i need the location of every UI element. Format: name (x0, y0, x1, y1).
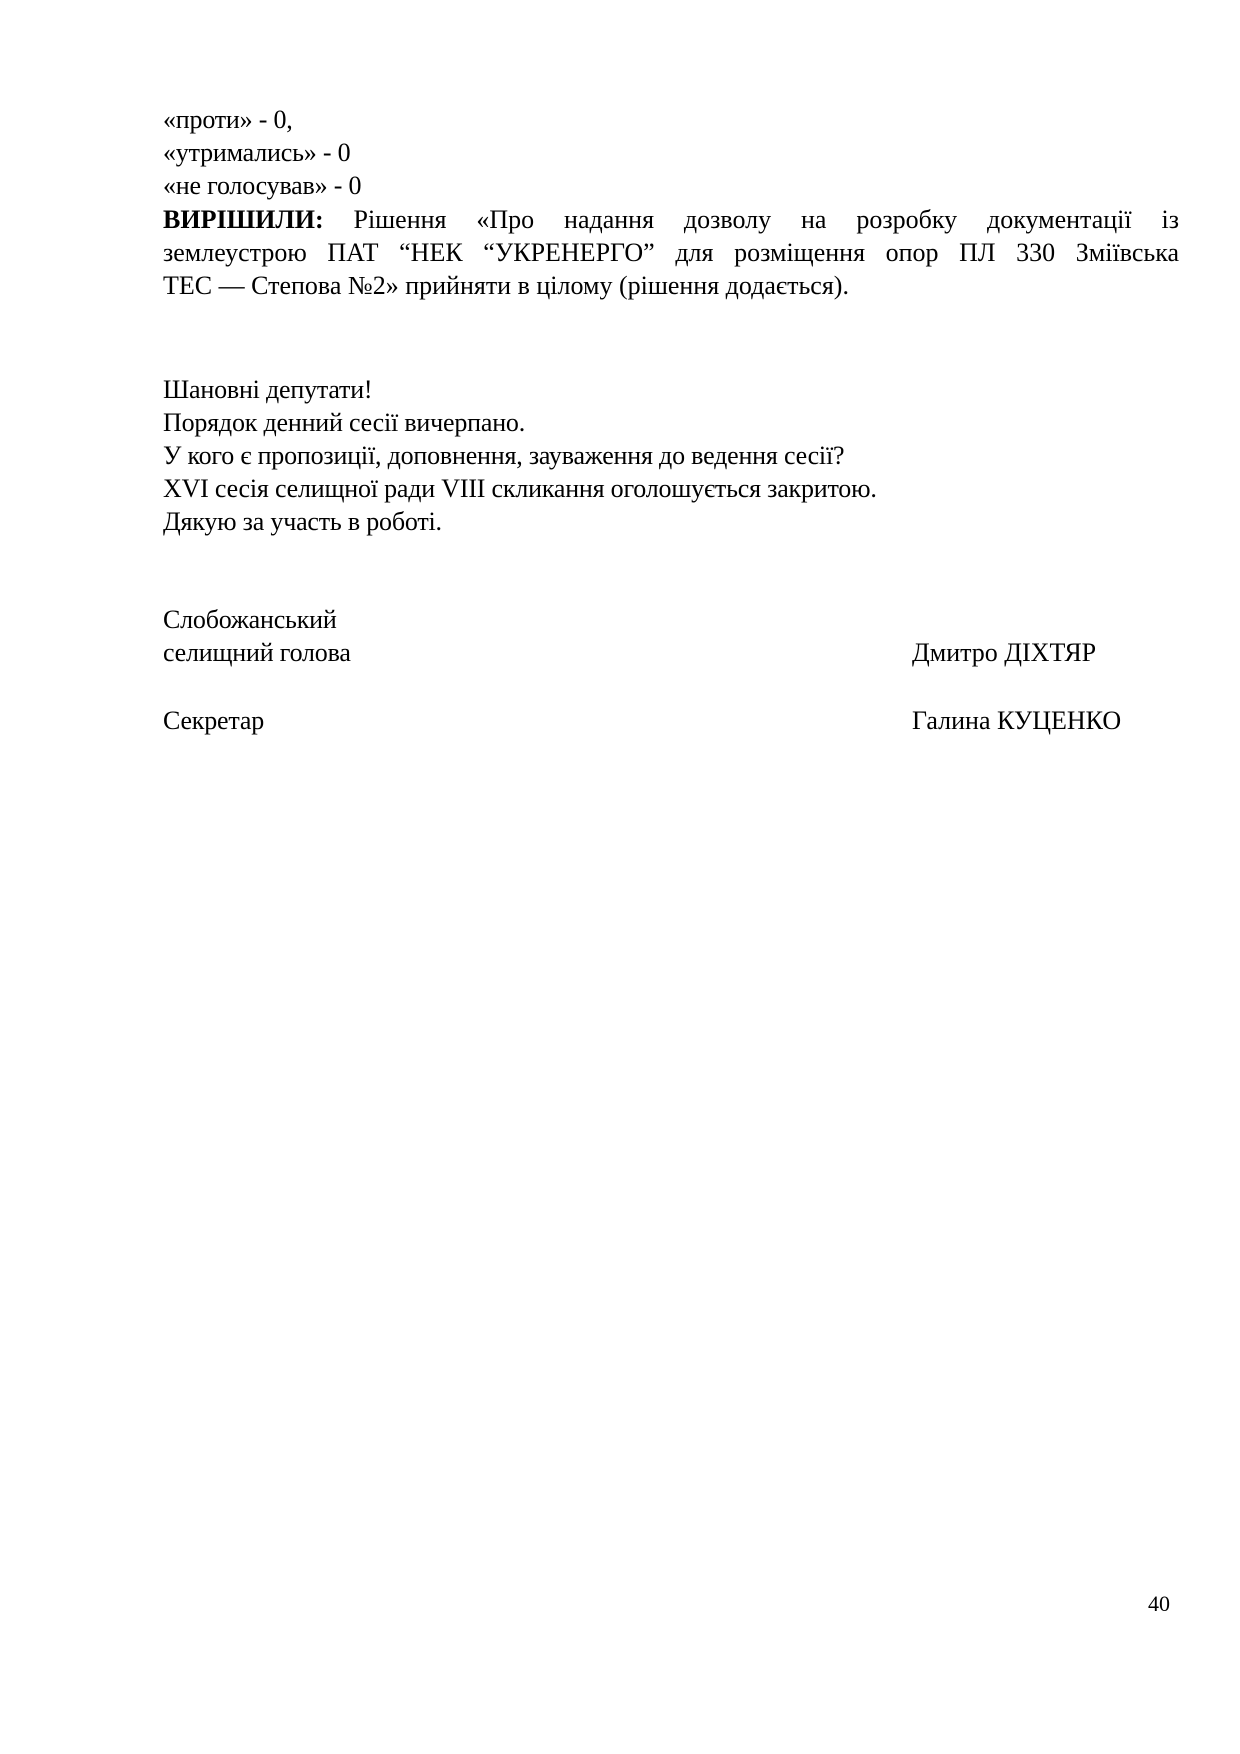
decision-line-1 (163, 203, 1179, 236)
closing-line-agenda: Порядок денний сесії вичерпано. (163, 408, 526, 437)
page-number: 40 (1148, 1591, 1170, 1616)
vote-abstained-line: «утримались» - 0 (163, 138, 351, 167)
closing-line-thanks: Дякую за участь в роботі. (163, 507, 442, 536)
decision-line-3: ТЕС — Степова №2» прийняти в цілому (рішення додається). (163, 271, 849, 300)
head-name: Дмитро ДІХТЯР (912, 638, 1097, 667)
decision-line-2: землеустрою ПАТ “НЕК “УКРЕНЕРГО” для розміщення опор ПЛ 330 Зміївська (163, 238, 1179, 267)
closing-line-proposals: У кого є пропозиції, доповнення, зауваження до ведення сесії? (163, 441, 845, 470)
closing-line-session-closed: XVI сесія селищної ради VIII скликання оголошується закритою. (163, 474, 877, 503)
vote-against-line: «проти» - 0, (163, 105, 293, 134)
closing-line-greeting: Шановні депутати! (163, 375, 373, 404)
head-title-line-1: Слобожанський (163, 605, 337, 634)
decision-paragraph (163, 203, 1179, 302)
secretary-title: Секретар (163, 706, 264, 735)
secretary-name: Галина КУЦЕНКО (912, 706, 1122, 735)
decision-label: ВИРІШИЛИ: (163, 205, 324, 234)
vote-not-voted-line: «не голосував» - 0 (163, 171, 362, 200)
head-title-line-2: селищний голова (163, 638, 351, 667)
decision-line-1-text: Рішення «Про надання дозволу на розробку документації із (323, 205, 1179, 234)
